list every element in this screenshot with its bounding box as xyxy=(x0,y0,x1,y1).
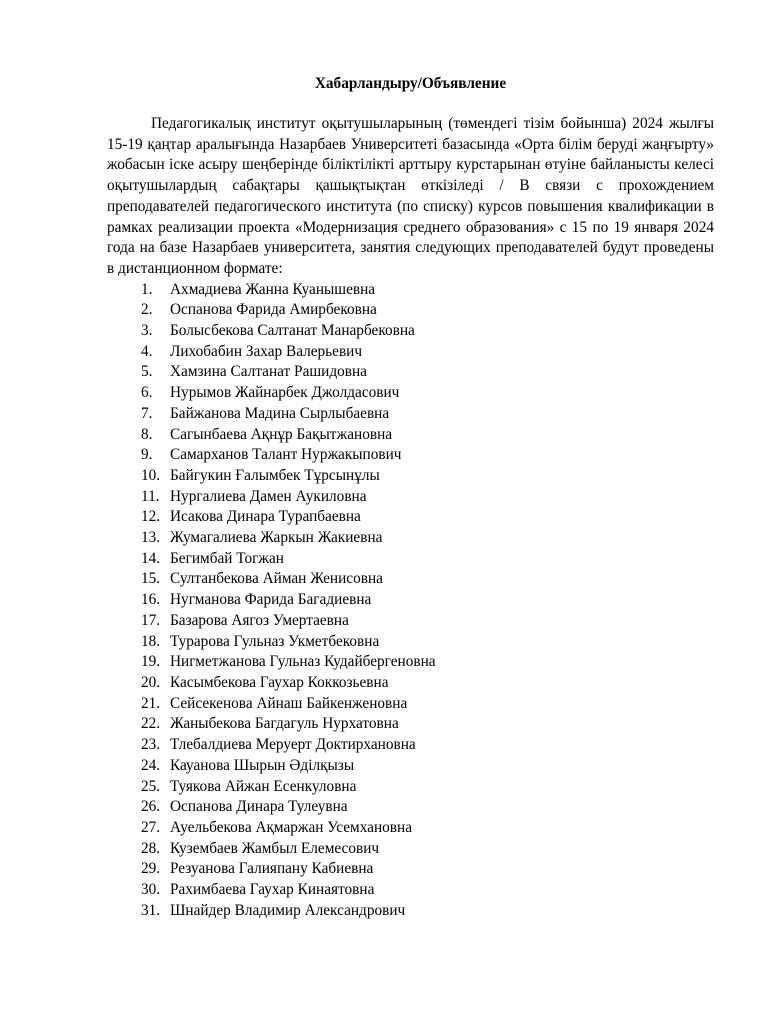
teacher-name: Жаныбекова Багдагуль Нурхатовна xyxy=(170,715,399,733)
list-item-number: 11. xyxy=(141,487,160,505)
list-item xyxy=(107,632,714,653)
list-item xyxy=(107,569,714,590)
list-item xyxy=(107,673,714,694)
list-item-number: 4. xyxy=(141,342,153,360)
teacher-name: Нугманова Фарида Багадиевна xyxy=(170,591,372,609)
list-item xyxy=(107,383,714,404)
document-title: Хабарландыру/Объявление xyxy=(314,75,507,92)
list-item-number: 22. xyxy=(141,715,161,733)
list-item-number: 8. xyxy=(141,425,153,443)
list-item xyxy=(107,714,714,735)
list-item-number: 5. xyxy=(141,363,153,381)
teacher-name: Сейсекенова Айнаш Байкенженовна xyxy=(170,694,408,712)
teacher-name: Рахимбаева Гаухар Кинаятовна xyxy=(170,881,375,899)
teacher-name: Резуанова Галияпану Кабиевна xyxy=(170,860,374,878)
list-item-number: 7. xyxy=(141,404,153,422)
teacher-name: Кузембаев Жамбыл Елемесович xyxy=(170,839,380,857)
teacher-name: Байгукин Ғалымбек Тұрсынұлы xyxy=(170,466,380,484)
list-item-number: 14. xyxy=(141,549,161,567)
teacher-name: Байжанова Мадина Сырлыбаевна xyxy=(170,404,390,422)
list-item xyxy=(107,611,714,632)
list-item xyxy=(107,300,714,321)
list-item-number: 27. xyxy=(141,818,161,836)
teacher-name: Базарова Аягоз Умертаевна xyxy=(170,611,349,629)
teacher-name: Самарханов Талант Нуржакыпович xyxy=(170,446,402,464)
list-item xyxy=(107,590,714,611)
list-item xyxy=(107,880,714,901)
teacher-name: Сагынбаева Ақнұр Бақытжановна xyxy=(170,425,393,443)
teacher-name: Болысбекова Салтанат Манарбековна xyxy=(170,322,415,340)
list-item-number: 24. xyxy=(141,756,161,774)
list-item-number: 16. xyxy=(141,591,161,609)
list-item xyxy=(107,901,714,922)
list-item xyxy=(107,487,714,508)
announcement-body: Педагогикалық институт оқытушыларының (төмендегі тізім бойынша) 2024 жылғы 15-19 қаңтар аралығында Назарбаев Университеті базасында «Орта білім беруді жаңғырту» жобасын іске асыру шеңберінде біліктілікті арттыру курстарынан өтуіне байланысты келесі оқытушылардың сабақтары қашықтықтан өткізіледі / В связи с прохождением преподавателей педагогического института (по списку) курсов повышения квалификации в рамках реализации проекта «Модернизация среднего образования» с 15 по 19 января 2024 года на базе Назарбаев университета, занятия следующих преподавателей будут проведены в дистанционном формате: xyxy=(107,115,714,277)
teacher-name: Тлебалдиева Меруерт Доктирхановна xyxy=(170,736,416,754)
list-item xyxy=(107,466,714,487)
teacher-name: Нургалиева Дамен Аукиловна xyxy=(170,487,367,505)
teacher-name: Нурымов Жайнарбек Джолдасович xyxy=(170,384,400,402)
teacher-name: Султанбекова Айман Женисовна xyxy=(170,570,383,588)
list-item xyxy=(107,425,714,446)
list-item-number: 17. xyxy=(141,611,161,629)
list-item xyxy=(107,859,714,880)
list-item-number: 1. xyxy=(141,280,153,298)
teacher-name: Лихобабин Захар Валерьевич xyxy=(170,342,363,360)
list-item-number: 21. xyxy=(141,694,161,712)
list-item-number: 29. xyxy=(141,860,161,878)
list-item xyxy=(107,839,714,860)
list-item xyxy=(107,280,714,301)
list-item xyxy=(107,797,714,818)
list-item-number: 2. xyxy=(141,301,153,319)
list-item-number: 15. xyxy=(141,570,161,588)
teacher-name: Бегимбай Тогжан xyxy=(170,549,284,567)
list-item xyxy=(107,342,714,363)
teacher-name: Оспанова Динара Тулеувна xyxy=(170,798,348,816)
list-item xyxy=(107,321,714,342)
list-item xyxy=(107,528,714,549)
teacher-name: Кауанова Шырын Әділқызы xyxy=(170,756,355,774)
list-item-number: 20. xyxy=(141,673,161,691)
list-item xyxy=(107,404,714,425)
list-item-number: 18. xyxy=(141,632,161,650)
teacher-name: Турарова Гульназ Укметбековна xyxy=(170,632,380,650)
list-item-number: 9. xyxy=(141,446,153,464)
list-item-number: 10. xyxy=(141,466,161,484)
list-item-number: 25. xyxy=(141,777,161,795)
teacher-name: Туякова Айжан Есенкуловна xyxy=(170,777,357,795)
list-item xyxy=(107,756,714,777)
list-item-number: 23. xyxy=(141,736,161,754)
teacher-name: Шнайдер Владимир Александрович xyxy=(170,901,406,919)
list-item-number: 26. xyxy=(141,798,161,816)
list-item-number: 13. xyxy=(141,529,161,547)
list-item-number: 30. xyxy=(141,881,161,899)
list-item xyxy=(107,507,714,528)
teacher-name: Касымбекова Гаухар Коккозьевна xyxy=(170,673,389,691)
list-item xyxy=(107,445,714,466)
list-item-number: 6. xyxy=(141,384,153,402)
teacher-name: Оспанова Фарида Амирбековна xyxy=(170,301,377,319)
list-item xyxy=(107,652,714,673)
teacher-list xyxy=(107,280,714,922)
list-item-number: 28. xyxy=(141,839,161,857)
teacher-name: Хамзина Салтанат Рашидовна xyxy=(170,363,367,381)
list-item xyxy=(107,777,714,798)
teacher-name: Жумагалиева Жаркын Жакиевна xyxy=(170,529,383,547)
list-item-number: 31. xyxy=(141,901,161,919)
teacher-name: Исакова Динара Турапбаевна xyxy=(170,508,361,526)
list-item xyxy=(107,362,714,383)
list-item xyxy=(107,818,714,839)
document-page xyxy=(107,74,714,921)
teacher-name: Ахмадиева Жанна Куанышевна xyxy=(170,280,376,298)
list-item xyxy=(107,694,714,715)
list-item xyxy=(107,549,714,570)
list-item-number: 12. xyxy=(141,508,161,526)
teacher-name: Ауельбекова Ақмаржан Усемхановна xyxy=(170,818,413,836)
list-item-number: 3. xyxy=(141,322,153,340)
teacher-name: Нигметжанова Гульназ Кудайбергеновна xyxy=(170,653,436,671)
list-item-number: 19. xyxy=(141,653,161,671)
list-item xyxy=(107,735,714,756)
